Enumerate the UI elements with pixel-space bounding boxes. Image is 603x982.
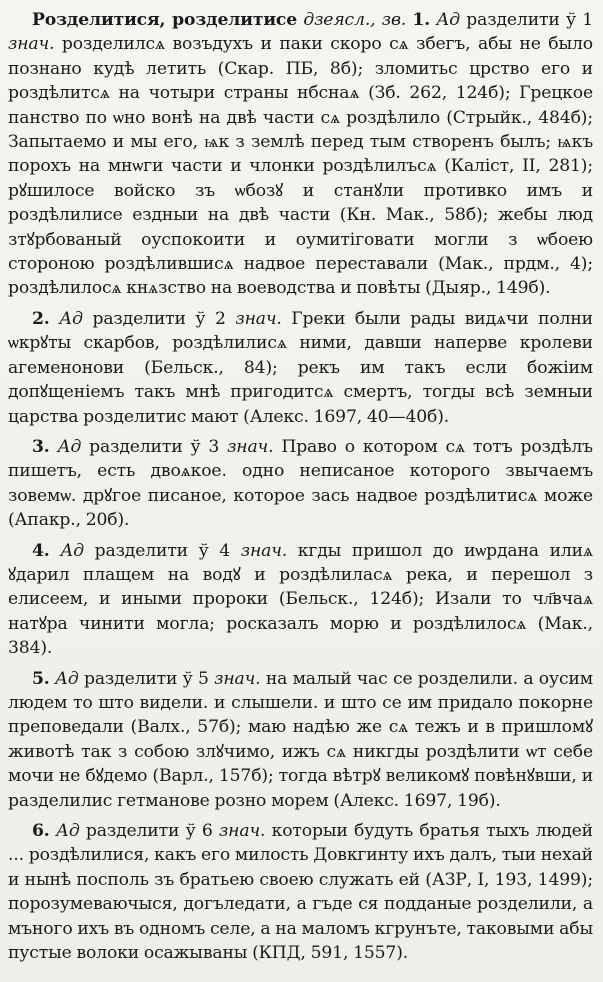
sense-marker-2: знач. — [8, 34, 55, 55]
sense-marker: Ад — [57, 436, 82, 457]
sense-marker: Ад — [59, 308, 83, 329]
sense-6 — [8, 819, 593, 965]
headword: Розделитися, розделитисе — [32, 10, 298, 30]
sense-marker-2: знач. — [218, 821, 266, 841]
sense-marker: Ад — [436, 10, 460, 30]
sense-number: 1. — [412, 10, 431, 30]
sense-marker: Ад — [55, 821, 80, 841]
sense-body: Право о котором сѧ тотъ роздѣлъ пишетъ, есть двоѧкое. одно неписаное которого звычаемъ зовемѡ. дрꙋгое писаное, которое зась надвое роздѣлитисѧ може (Апакр., 20б). — [8, 436, 593, 531]
sense-reference: разделити ў 6 — [85, 821, 213, 841]
sense-body: на малый час се розделили. а оусим людем то што видели. и слышели. и што се им придало покорне преповедали (Валх., 57б); маю надѣю же сѧ тежъ и в пришломꙋ животѣ так з собою злꙋчимо, ижъ сѧ никгды роздѣлити ѡт себе мочи не бꙋдемо (Варл., 157б); тогда вѣтрꙋ великомꙋ повѣнꙋвши, и разделилис гетманове розно морем (Алекс. 1697, 19б). — [8, 668, 593, 811]
sense-marker: Ад — [55, 668, 79, 689]
sense-number: 3. — [32, 436, 50, 457]
sense-marker-2: знач. — [214, 668, 261, 689]
sense-number: 5. — [32, 668, 50, 689]
sense-marker-2: знач. — [227, 436, 274, 457]
sense-body: розделилсѧ возъдухъ и паки скоро сѧ збегъ, абы не было познано кудѣ летить (Скар. ПБ, 8б); зломитьс црство его и роздѣлитсѧ на чотыри страны нбснаѧ (Зб. 262, 124б); Грецкое панство по ѡно вонѣ на двѣ части сѧ роздѣлило (Стрыйк., 484б); Запытаемо и мы его, ѩк з землѣ перед тым створенъ былъ; ѩкъ порохъ на мнѡги части и члонки роздѣлилъсѧ (Каліст, II, 281); рꙋшилосе войско зъ ѡбозꙋ и станꙋли противко имъ и роздѣлилисе ездныи на двѣ части (Кн. Мак., 58б); жебы люд зтꙋрбованый оуспокоити и оумитіговати могли з ѡбоею стороною роздѣлившисѧ надвое переставали (Мак., прдм., 4); роздѣлилосѧ кнѧзство на воеводства и повѣты (Дыяр., 149б). — [8, 34, 593, 299]
sense-number: 6. — [32, 821, 50, 841]
sense-reference: разделити ў 1 — [466, 10, 593, 30]
sense-marker: Ад — [60, 540, 84, 561]
sense-body: кгды пришол до иѡрдана илиѧ ꙋдарил плащем на водꙋ и роздѣлиласѧ река, и перешол з елисеем, и иными пророки (Бельск., 124б); Изали то чл҃вчаѧ натꙋра чинити могла; росказалъ морю и роздѣлилосѧ (Мак., 384). — [8, 540, 593, 659]
sense-number: 4. — [32, 540, 50, 561]
sense-body: Греки были рады видѧчи полни ѡкрꙋты скарбов, роздѣлилисѧ ними, давши напервe кролеви агеменонови (Бельск., 84); рекъ им такъ если божіим допꙋщеніемъ такъ мнѣ пригодитсѧ смертъ, тогды всѣ земныи царства розделитис мают (Алекс. 1697, 40—40б). — [8, 308, 593, 427]
sense-2 — [8, 307, 593, 429]
sense-body: которыи будуть братья тыхъ людей ... роздѣлилися, какъ его милость Довкгинту ихъ далъ, тыи нехай и нынѣ посполь зъ братьею своею служать ей (АЗР, I, 193, 1499); порозумеваючыся, догъледати, а гъде ся подданые розделили, а мъного ихъ въ одномъ селе, а на маломъ кгрунъте, таковыми абы пустые волоки осажываны (КПД, 591, 1557). — [8, 821, 593, 964]
sense-5 — [8, 667, 593, 813]
sense-number: 2. — [32, 308, 50, 329]
entry-headword-block — [8, 8, 593, 301]
sense-reference: разделити ў 2 — [92, 308, 226, 329]
sense-reference: разделити ў 5 — [83, 668, 209, 689]
grammar-label: дзеясл., зв. — [303, 10, 407, 30]
sense-4 — [8, 539, 593, 661]
sense-reference: разделити ў 3 — [89, 436, 220, 457]
sense-3 — [8, 435, 593, 533]
sense-marker-2: знач. — [235, 308, 282, 329]
sense-marker-2: знач. — [240, 540, 288, 561]
sense-reference: разделити ў 4 — [94, 540, 231, 561]
